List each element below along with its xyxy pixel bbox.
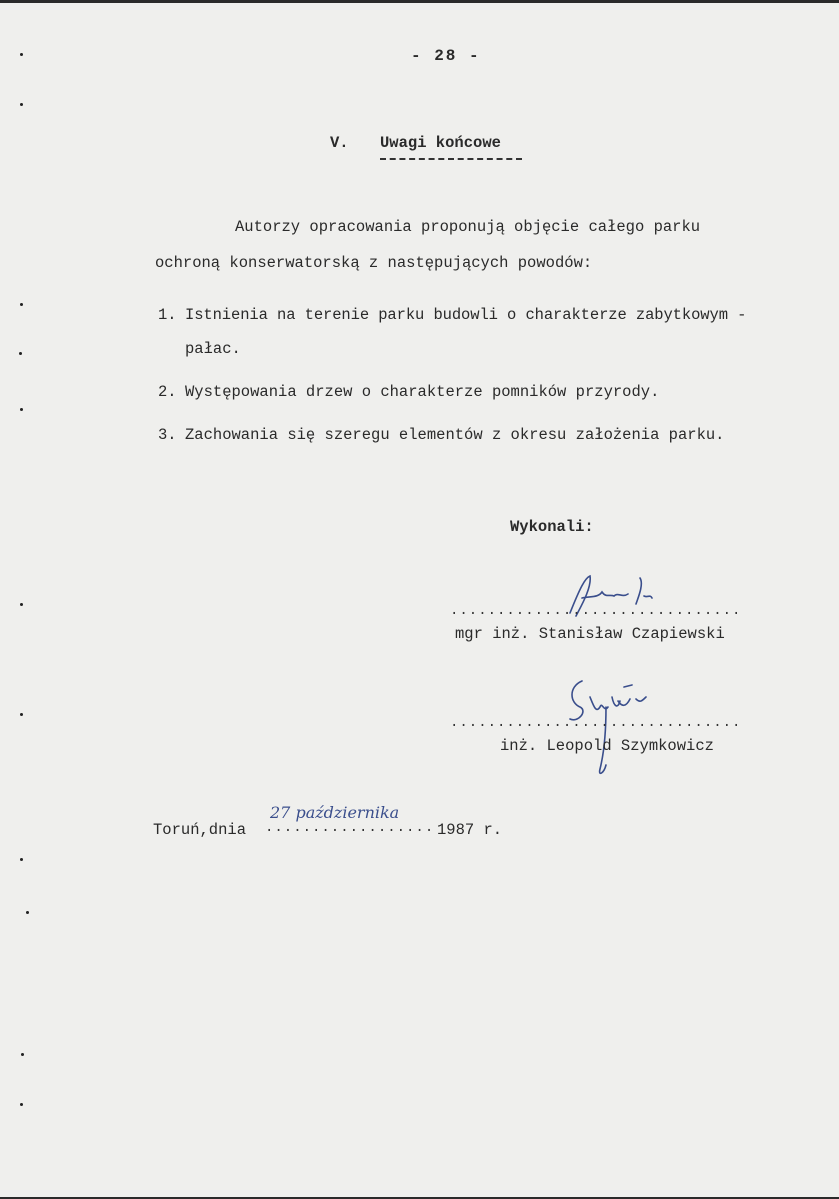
reason-1-continuation: pałac.: [185, 340, 241, 358]
signature-line-2: ...............................: [450, 715, 742, 731]
date-prefix: Toruń,dnia: [153, 821, 247, 839]
section-numeral: V.: [330, 134, 349, 152]
intro-line-2: ochroną konserwatorską z następujących powodów:: [155, 254, 593, 272]
page-number: - 28 -: [411, 47, 481, 65]
handwritten-date: 27 października: [270, 803, 400, 822]
date-year: 1987 r.: [437, 821, 503, 839]
signer-2-name: inż. Leopold Szymkowicz: [500, 737, 714, 755]
signatures-heading: Wykonali:: [510, 518, 594, 536]
section-title: Uwagi końcowe: [380, 134, 501, 152]
reason-1-text: Istnienia na terenie parku budowli o charakterze zabytkowym -: [185, 306, 747, 324]
intro-line-1: Autorzy opracowania proponują objęcie całego parku: [235, 218, 701, 236]
reason-3-number: 3.: [158, 426, 177, 444]
document-page: [0, 3, 839, 1197]
title-underline: [380, 158, 522, 160]
reason-1-number: 1.: [158, 306, 177, 324]
signer-1-name: mgr inż. Stanisław Czapiewski: [455, 625, 725, 643]
date-dots: ..................: [265, 820, 435, 836]
signature-czapiewski: [540, 568, 670, 628]
reason-3-text: Zachowania się szeregu elementów z okresu założenia parku.: [185, 426, 725, 444]
reason-2-number: 2.: [158, 383, 177, 401]
signature-line-1: ...............................: [450, 603, 742, 619]
reason-2-text: Występowania drzew o charakterze pomników przyrody.: [185, 383, 660, 401]
